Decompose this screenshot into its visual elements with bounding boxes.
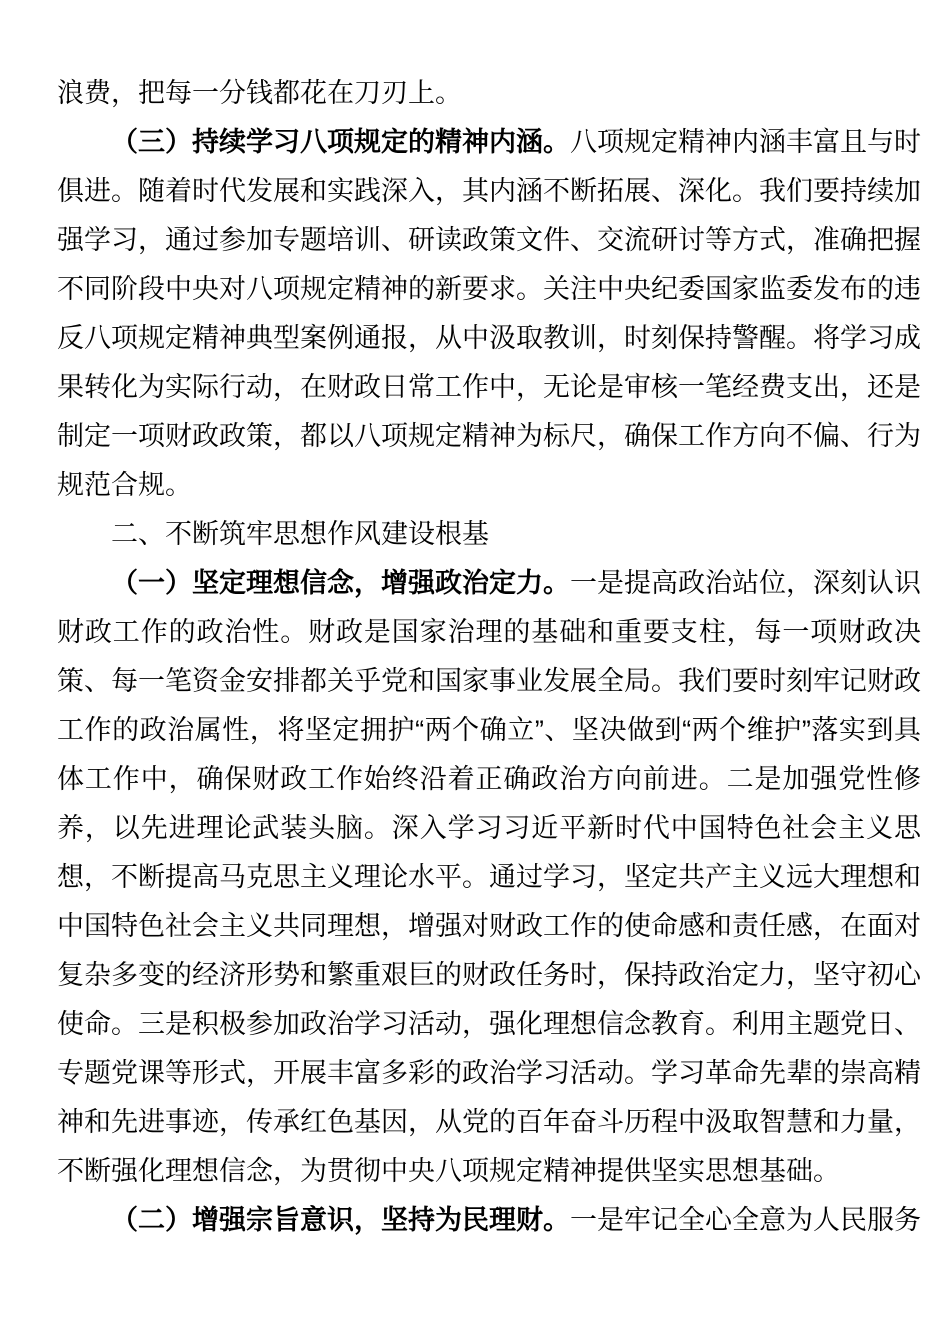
heading-section-2 bbox=[57, 510, 921, 559]
para-section-2-item-1 bbox=[57, 559, 921, 1196]
para-section-1-item-3-text: 八项规定精神内涵丰富且与时俱进。随着时代发展和实践深入，其内涵不断拓展、深化。我们要持续加强学习，通过参加专题培训、研读政策文件、交流研讨等方式，准确把握不同阶段中央对八项规定精神的新要求。关注中央纪委国家监委发布的违反八项规定精神典型案例通报，从中汲取教训，时刻保持警醒。将学习成果转化为实际行动，在财政日常工作中，无论是审核一笔经费支出，还是制定一项财政政策，都以八项规定精神为标尺，确保工作方向不偏、行为规范合规。 bbox=[57, 127, 921, 500]
para-section-1-item-3 bbox=[57, 118, 921, 510]
para-continuation-text: 浪费，把每一分钱都花在刀刃上。 bbox=[57, 78, 462, 108]
para-section-2-item-1-text: 一是提高政治站位，深刻认识财政工作的政治性。财政是国家治理的基础和重要支柱，每一项财政决策、每一笔资金安排都关乎党和国家事业发展全局。我们要时刻牢记财政工作的政治属性，将坚定拥护“两个确立”、坚决做到“两个维护”落实到具体工作中，确保财政工作始终沿着正确政治方向前进。二是加强党性修养，以先进理论武装头脑。深入学习习近平新时代中国特色社会主义思想，不断提高马克思主义理论水平。通过学习，坚定共产主义远大理想和中国特色社会主义共同理想，增强对财政工作的使命感和责任感，在面对复杂多变的经济形势和繁重艰巨的财政任务时，保持政治定力，坚守初心使命。三是积极参加政治学习活动，强化理想信念教育。利用主题党日、专题党课等形式，开展丰富多彩的政治学习活动。学习革命先辈的崇高精神和先进事迹，传承红色基因，从党的百年奋斗历程中汲取智慧和力量，不断强化理想信念，为贯彻中央八项规定精神提供坚实思想基础。 bbox=[57, 568, 921, 1186]
para-section-1-item-3-lead: （三）持续学习八项规定的精神内涵。 bbox=[111, 127, 570, 157]
para-continuation bbox=[57, 69, 921, 118]
para-section-2-item-2-text: 一是牢记全心全意为人民服务 bbox=[570, 1205, 921, 1235]
para-section-2-item-2-lead: （二）增强宗旨意识，坚持为民理财。 bbox=[111, 1205, 570, 1235]
para-section-2-item-1-lead: （一）坚定理想信念，增强政治定力。 bbox=[111, 568, 570, 598]
heading-section-2-text: 二、不断筑牢思想作风建设根基 bbox=[111, 519, 489, 549]
document-body bbox=[57, 69, 921, 1245]
para-section-2-item-2 bbox=[57, 1196, 921, 1245]
